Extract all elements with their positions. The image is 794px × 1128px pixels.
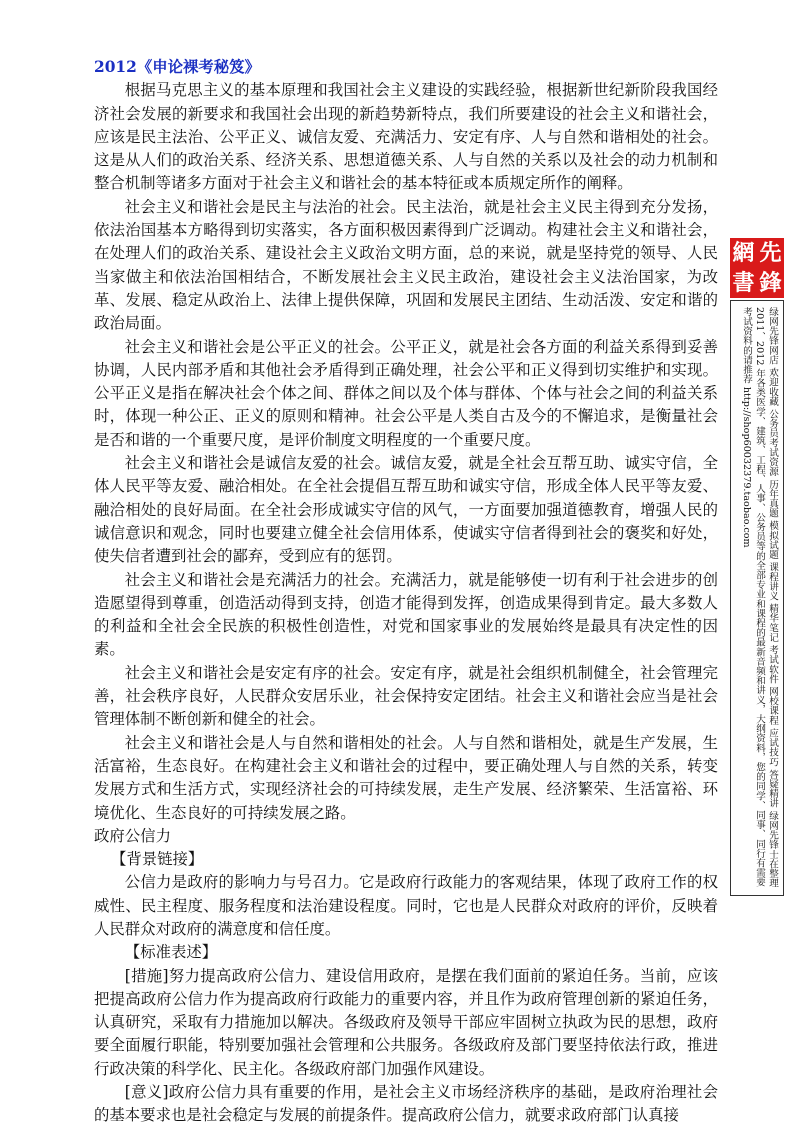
paragraph-nature: 社会主义和谐社会是人与自然和谐相处的社会。人与自然和谐相处，就是生产发展，生活富裕，生态良好。在构建社会主义和谐社会的过程中，要正确处理人与自然的关系，转变发展方式和生活方式，实现经济社会的可持续发展，走生产发展、经济繁荣、生活富裕、环境优化、生态良好的可持续发展之路。: [94, 733, 718, 822]
document-title: 2012《申论裸考秘笈》: [94, 58, 260, 76]
paragraph-intro: 根据马克思主义的基本原理和我国社会主义建设的实践经验，根据新世纪新阶段我国经济社会发展的新要求和我国社会出现的新趋势新特点，我们所要建设的社会主义和谐社会，应该是民主法治、公平正义、诚信友爱、充满活力、安定有序、人与自然和谐相处的社会。这是从人们的政治关系、经济关系、思想道德关系、人与自然的关系以及社会的动力机制和整合机制等诸多方面对于社会主义和谐社会的基本特征或本质规定所作的阐释。: [94, 81, 718, 193]
logo-char: 書: [732, 270, 755, 296]
sidebar-vertical-text: 绿网先锋网店 欢迎收藏 公务员考试资源 历年真题 模拟试题 课程讲义 精华笔记 考试软件 网校课程 应试技巧 答疑精讲 绿网先锋士在整理 2011、2012 年各类医学、建筑、工程、人事、公务员等的全部专业和课程的最新音频和讲义，大纲资料，您的同学、同事、同行有需要考试资料的请推荐 http://shop60032379.taobao.com: [741, 307, 778, 888]
measures-text: [措施]努力提高政府公信力、建设信用政府，是摆在我们面前的紧迫任务。当前，应该把提高政府公信力作为提高政府行政能力的重要内容，并且作为政府管理创新的紧迫任务，认真研究，采取有力措施加以解决。各级政府及领导干部应牢固树立执政为民的思想，政府要全面履行职能，特别要加强社会管理和公共服务。各级政府及部门要坚持依法行政，推进行政决策的科学化、民主化。各级政府部门加强作风建设。: [94, 966, 718, 1078]
logo-char: 網: [732, 240, 755, 266]
logo: [730, 238, 784, 298]
meaning-text: [意义]政府公信力具有重要的作用，是社会主义市场经济秩序的基础，是政府治理社会的基本要求也是社会稳定与发展的前提条件。提高政府公信力，就要求政府部门认真接: [94, 1083, 718, 1125]
background-text: 公信力是政府的影响力与号召力。它是政府行政能力的客观结果，体现了政府工作的权威性、民主程度、服务程度和法治建设程度。同时，它也是人民群众对政府的评价，反映着人民群众对政府的满意度和信任度。: [94, 873, 718, 938]
logo-char: 先: [759, 240, 782, 266]
paragraph-vitality: 社会主义和谐社会是充满活力的社会。充满活力，就是能够使一切有利于社会进步的创造愿望得到尊重，创造活动得到支持，创造才能得到发挥，创造成果得到肯定。最大多数人的利益和全社会全民族的积极性创造性，对党和国家事业的发展始终是最具有决定性的因素。: [94, 570, 718, 659]
sidebar-text-box: [730, 300, 784, 896]
paragraph-integrity: 社会主义和谐社会是诚信友爱的社会。诚信友爱，就是全社会互帮互助、诚实守信，全体人民平等友爱、融洽相处。在全社会提倡互帮互助和诚实守信，形成全体人民平等友爱、融洽相处的良好局面。在全社会形成诚实守信的风气，一方面要加强道德教育，增强人民的诚信意识和观念，同时也要建立健全社会信用体系，使诚实守信者得到社会的褒奖和好处，使失信者遭到社会的鄙弃，受到应有的惩罚。: [94, 454, 718, 566]
sidebar-ad: [730, 238, 784, 896]
standard-label: 【标准表述】: [124, 943, 218, 962]
paragraph-fairness: 社会主义和谐社会是公平正义的社会。公平正义，就是社会各方面的利益关系得到妥善协调，人民内部矛盾和其他社会矛盾得到正确处理，社会公平和正义得到切实维护和实现。公平正义是指在解决社会个体之间、群体之间以及个体与群体、个体与社会之间的利益关系时，体现一种公正、正义的原则和精神。社会公平是人类自古及今的不懈追求，是衡量社会是否和谐的一个重要尺度，是评价制度文明程度的一个重要尺度。: [94, 337, 718, 449]
document-page: [94, 56, 718, 1128]
section-heading: 政府公信力: [94, 826, 171, 845]
background-label: 【背景链接】: [110, 850, 204, 869]
logo-char: 鋒: [759, 270, 782, 296]
paragraph-order: 社会主义和谐社会是安定有序的社会。安定有序，就是社会组织机制健全，社会管理完善，社会秩序良好，人民群众安居乐业，社会保持安定团结。社会主义和谐社会应当是社会管理体制不断创新和健全的社会。: [94, 663, 718, 729]
paragraph-democracy: 社会主义和谐社会是民主与法治的社会。民主法治，就是社会主义民主得到充分发扬，依法治国基本方略得到切实落实，各方面积极因素得到广泛调动。构建社会主义和谐社会，在处理人们的政治关系、建设社会主义政治文明方面，总的来说，就是坚持党的领导、人民当家做主和依法治国相结合，不断发展社会主义民主政治，建设社会主义法治国家，为改革、发展、稳定从政治上、法律上提供保障，巩固和发展民主团结、生动活泼、安定和谐的政治局面。: [94, 197, 718, 333]
